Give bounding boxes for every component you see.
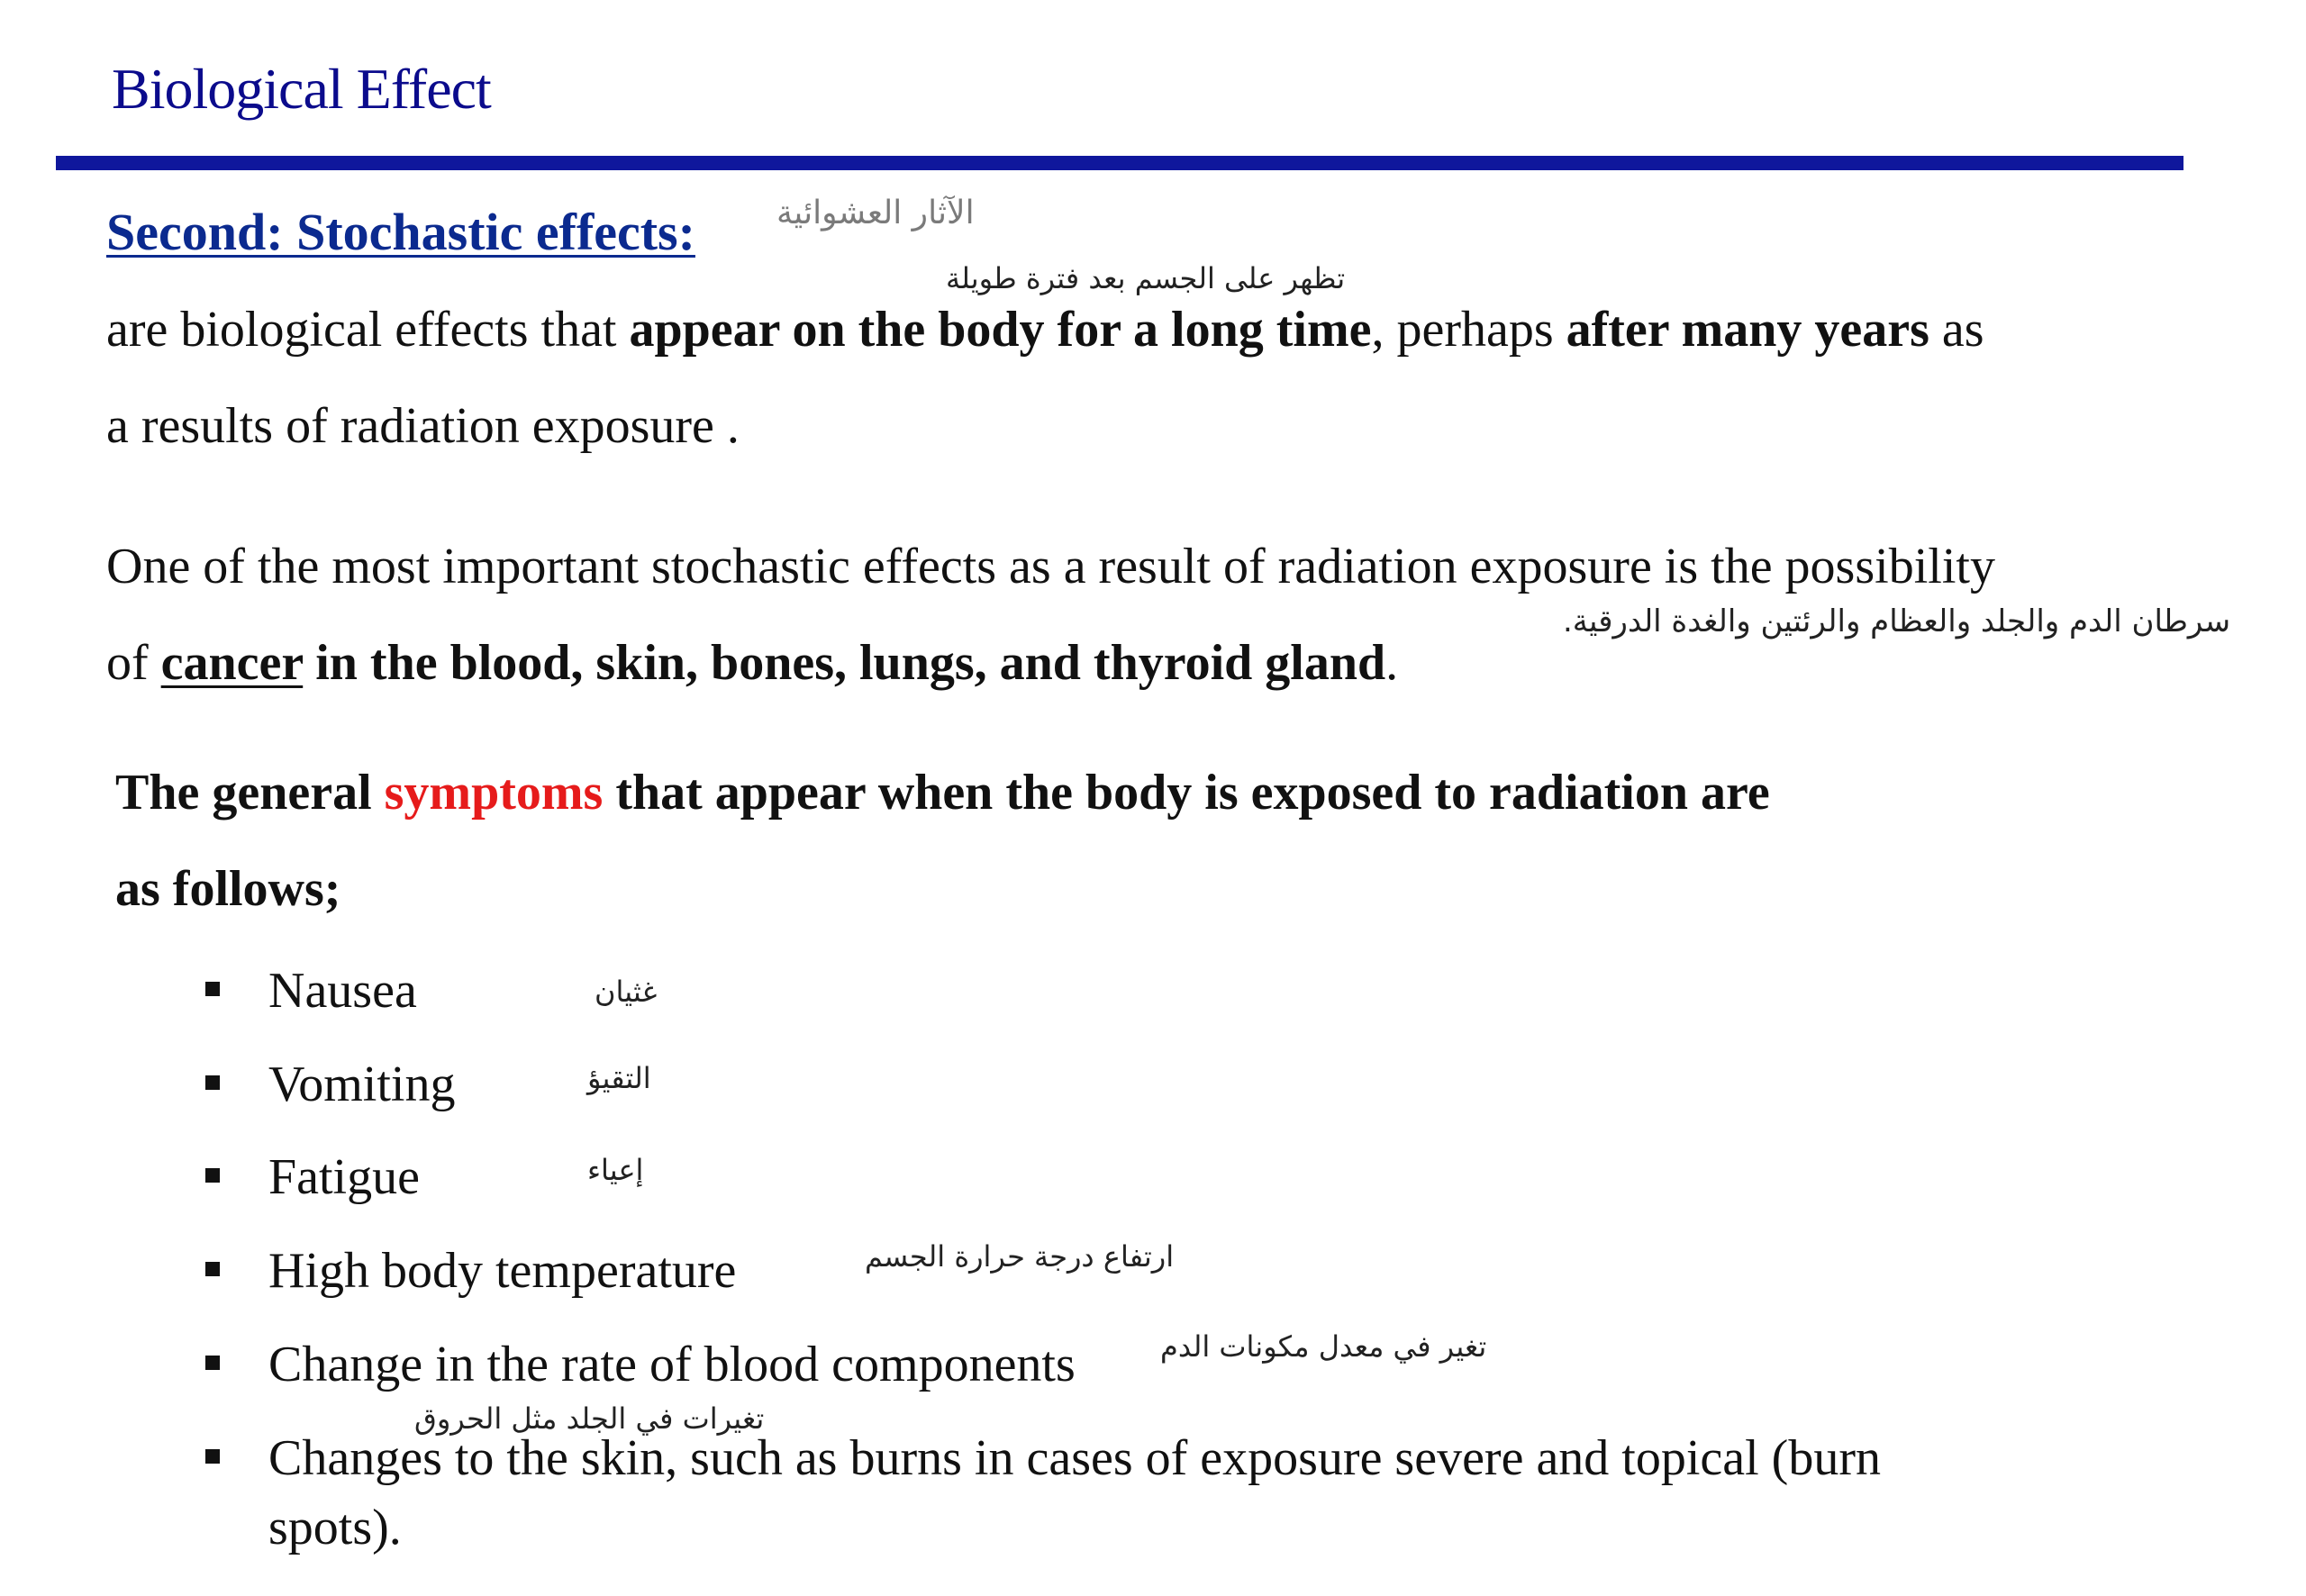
symptom-arabic: التقيؤ	[587, 1061, 651, 1095]
bullet-marker	[205, 1356, 220, 1370]
paragraph-1-line-1: are biological effects that appear on the body for a long time, perhaps after many years as	[106, 302, 1984, 358]
slide-title: Biological Effect	[112, 57, 491, 121]
symptom-arabic: غثيان	[595, 975, 658, 1009]
bullet-marker	[205, 1168, 220, 1183]
paragraph-2-line-2: of cancer in the blood, skin, bones, lungs, and thyroid gland.	[106, 635, 1399, 691]
symptom-arabic: تغيرات في الجلد مثل الحروق	[414, 1401, 765, 1436]
symptom-arabic: تغير في معدل مكونات الدم	[1160, 1329, 1487, 1364]
symptom-label: Vomiting	[268, 1056, 456, 1112]
bullet-marker	[205, 1449, 220, 1464]
title-divider	[56, 156, 2183, 170]
symptom-label-continued: spots).	[268, 1500, 402, 1555]
symptom-label: Fatigue	[268, 1149, 420, 1205]
paragraph-1-line-2: a results of radiation exposure .	[106, 398, 740, 454]
symptoms-intro-line-2: as follows;	[115, 861, 341, 917]
symptom-label: Changes to the skin, such as burns in cases of exposure severe and topical (burn	[268, 1430, 1881, 1486]
symptoms-highlight: symptoms	[384, 765, 604, 821]
bullet-marker	[205, 1075, 220, 1090]
arabic-note-long-time: تظهر على الجسم بعد فترة طويلة	[946, 261, 1346, 295]
cancer-term: cancer	[160, 635, 304, 691]
symptoms-intro-line-1: The general symptoms that appear when the body is exposed to radiation are	[115, 765, 1770, 821]
heading-arabic-note: الآثار العشوائية	[776, 195, 975, 231]
symptom-label: Change in the rate of blood components	[268, 1337, 1076, 1392]
symptom-label: High body temperature	[268, 1243, 737, 1299]
symptom-arabic: إعياء	[587, 1153, 644, 1187]
paragraph-2-line-1: One of the most important stochastic effects as a result of radiation exposure is the possibility	[106, 539, 1995, 594]
bullet-marker	[205, 982, 220, 996]
bullet-marker	[205, 1262, 220, 1276]
arabic-note-cancer: سرطان الدم والجلد والعظام والرئتين والغدة الدرقية.	[1563, 603, 2231, 639]
symptom-arabic: ارتفاع درجة حرارة الجسم	[865, 1239, 1175, 1274]
symptom-label: Nausea	[268, 963, 417, 1019]
section-heading: Second: Stochastic effects:	[106, 203, 695, 261]
